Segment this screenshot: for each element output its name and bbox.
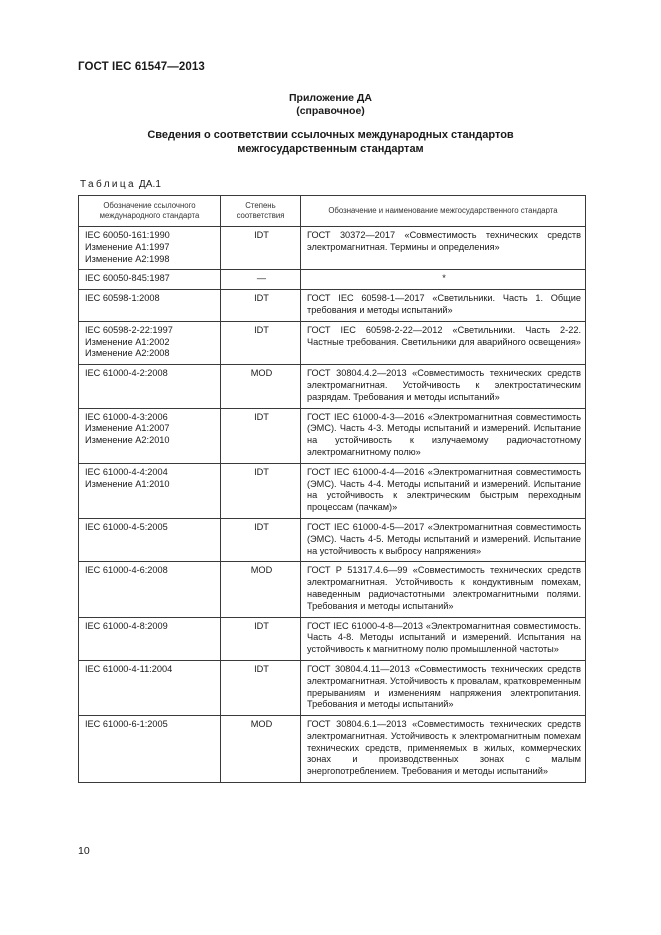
table-row xyxy=(79,562,586,617)
cell-ref-standard xyxy=(79,617,221,660)
ref-standard-line: IEC 60050-845:1987 xyxy=(85,273,170,284)
cell-ref-standard xyxy=(79,518,221,561)
table-row xyxy=(79,365,586,408)
cell-gost-standard: ГОСТ IEC 60598-2-22—2012 «Светильники. Часть 2-22. Частные требования. Светильники для аварийного освещения» xyxy=(301,321,586,364)
annex-heading xyxy=(0,92,661,118)
header-gost-standard: Обозначение и наименование межгосударственного стандарта xyxy=(301,196,586,227)
ref-standard-line: Изменение A1:2002 xyxy=(85,336,170,347)
ref-standard-line: Изменение A1:2007 xyxy=(85,423,170,434)
table-header-row xyxy=(79,196,586,227)
cell-degree: IDT xyxy=(221,463,301,518)
cell-degree: IDT xyxy=(221,408,301,463)
standards-table xyxy=(78,195,586,783)
cell-degree: IDT xyxy=(221,290,301,322)
cell-gost-standard: * xyxy=(301,270,586,290)
table-caption-word: Таблица xyxy=(80,179,137,190)
table-row xyxy=(79,321,586,364)
table-row xyxy=(79,617,586,660)
ref-standard-line: Изменение A1:2010 xyxy=(85,478,170,489)
table-row xyxy=(79,660,586,715)
ref-standard-line: Изменение A2:1998 xyxy=(85,253,170,264)
table-row xyxy=(79,716,586,783)
ref-standard-line: IEC 61000-4-3:2006 xyxy=(85,411,168,422)
cell-ref-standard xyxy=(79,463,221,518)
table-caption xyxy=(80,179,161,190)
header-ref-standard: Обозначение ссылочного международного стандарта xyxy=(79,196,221,227)
ref-standard-line: IEC 61000-4-6:2008 xyxy=(85,565,168,576)
cell-ref-standard xyxy=(79,660,221,715)
table-row xyxy=(79,463,586,518)
cell-gost-standard: ГОСТ 30804.4.2—2013 «Совместимость технических средств электромагнитная. Устойчивость к электростатическим разрядам. Требования и методы испытаний» xyxy=(301,365,586,408)
ref-standard-line: IEC 61000-4-5:2005 xyxy=(85,521,168,532)
section-title-line-2: межгосударственным стандартам xyxy=(237,142,424,155)
ref-standard-line: IEC 60598-1:2008 xyxy=(85,293,160,304)
cell-gost-standard: ГОСТ 30804.6.1—2013 «Совместимость технических средств электромагнитная. Устойчивость к электромагнитным помехам технических средств, применяемых в жилых, коммерческих зонах и производственных зонах с малым энергопотреблением. Требования и методы испытаний» xyxy=(301,716,586,783)
cell-gost-standard: ГОСТ IEC 60598-1—2017 «Светильники. Часть 1. Общие требования и методы испытаний» xyxy=(301,290,586,322)
annex-title: Приложение ДА xyxy=(289,92,372,104)
cell-ref-standard xyxy=(79,270,221,290)
cell-gost-standard: ГОСТ Р 51317.4.6—99 «Совместимость технических средств электромагнитная. Устойчивость к кондуктивным помехам, наведенным радиочастотными электромагнитными полями. Требования и методы испытаний» xyxy=(301,562,586,617)
page-number: 10 xyxy=(78,845,90,857)
cell-ref-standard xyxy=(79,290,221,322)
cell-degree: IDT xyxy=(221,227,301,270)
ref-standard-line: IEC 60050-161:1990 xyxy=(85,230,170,240)
cell-degree: IDT xyxy=(221,518,301,561)
cell-degree: — xyxy=(221,270,301,290)
table-row xyxy=(79,408,586,463)
cell-ref-standard xyxy=(79,716,221,783)
cell-ref-standard xyxy=(79,562,221,617)
cell-degree: IDT xyxy=(221,617,301,660)
ref-standard-line: Изменение A2:2008 xyxy=(85,348,170,359)
cell-ref-standard xyxy=(79,321,221,364)
cell-gost-standard: ГОСТ 30804.4.11—2013 «Совместимость технических средств электромагнитная. Устойчивость к провалам, кратковременным прерываниям и изменениям напряжения электропитания. Требования и методы испытаний» xyxy=(301,660,586,715)
document-code: ГОСТ IEC 61547—2013 xyxy=(78,61,205,73)
cell-degree: MOD xyxy=(221,365,301,408)
cell-gost-standard: ГОСТ IEC 61000-4-8—2013 «Электромагнитная совместимость. Часть 4-8. Методы испытаний и измерений. Испытания на устойчивость к магнитному полю промышленной частоты» xyxy=(301,617,586,660)
annex-subtitle: (справочное) xyxy=(296,105,365,117)
cell-degree: IDT xyxy=(221,660,301,715)
cell-degree: IDT xyxy=(221,321,301,364)
header-degree: Степень соответствия xyxy=(221,196,301,227)
ref-standard-line: Изменение A2:2010 xyxy=(85,435,170,446)
table-row xyxy=(79,290,586,322)
cell-gost-standard: ГОСТ IEC 61000-4-4—2016 «Электромагнитная совместимость (ЭМС). Часть 4-4. Методы испытаний и измерений. Испытание на устойчивость к электрическим быстрым переходным процессам (пачкам)» xyxy=(301,463,586,518)
table-row xyxy=(79,227,586,270)
cell-degree: MOD xyxy=(221,716,301,783)
table-row xyxy=(79,518,586,561)
cell-gost-standard: ГОСТ IEC 61000-4-3—2016 «Электромагнитная совместимость (ЭМС). Часть 4-3. Методы испытаний и измерений. Испытание на устойчивость к излучаемому радиочастотному электромагнитному полю» xyxy=(301,408,586,463)
cell-gost-standard: ГОСТ IEC 61000-4-5—2017 «Электромагнитная совместимость (ЭМС). Часть 4-5. Методы испытаний и измерений. Испытание на устойчивость к выбросу напряжения» xyxy=(301,518,586,561)
ref-standard-line: IEC 61000-4-8:2009 xyxy=(85,620,168,631)
section-title xyxy=(0,129,661,156)
section-title-line-1: Сведения о соответствии ссылочных международных стандартов xyxy=(147,129,514,141)
cell-gost-standard: ГОСТ 30372—2017 «Совместимость технических средств электромагнитная. Термины и определения» xyxy=(301,227,586,270)
ref-standard-line: Изменение A1:1997 xyxy=(85,241,170,252)
table-caption-number: ДА.1 xyxy=(138,179,162,190)
ref-standard-line: IEC 61000-6-1:2005 xyxy=(85,719,168,730)
cell-ref-standard xyxy=(79,408,221,463)
cell-degree: MOD xyxy=(221,562,301,617)
table-body xyxy=(79,227,586,783)
cell-ref-standard xyxy=(79,227,221,270)
ref-standard-line: IEC 60598-2-22:1997 xyxy=(85,324,173,335)
cell-ref-standard xyxy=(79,365,221,408)
ref-standard-line: IEC 61000-4-4:2004 xyxy=(85,466,168,477)
table-row xyxy=(79,270,586,290)
ref-standard-line: IEC 61000-4-11:2004 xyxy=(85,663,173,674)
ref-standard-line: IEC 61000-4-2:2008 xyxy=(85,368,168,379)
